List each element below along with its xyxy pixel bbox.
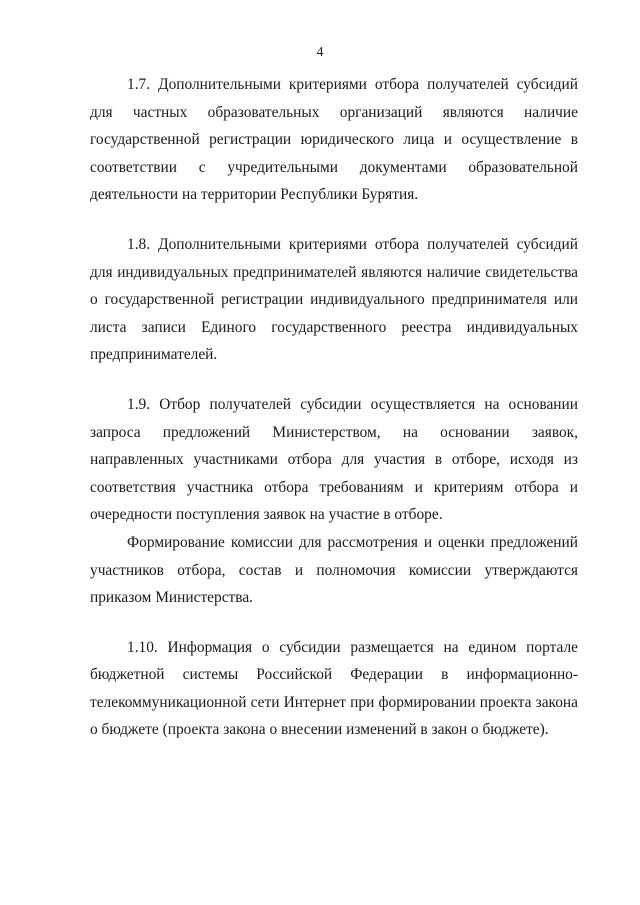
paragraph-1-9: 1.9. Отбор получателей субсидии осуществляется на основании запроса предложений Министерством, на основании заявок, направленных участниками отбора для участия в отборе, исходя из соответствия участника отбора требованиям и критериям отбора и очередности поступления заявок на участие в отборе.: [90, 395, 578, 524]
paragraph-1-10: 1.10. Информация о субсидии размещается на едином портале бюджетной системы Российской Федерации в информационно-телекоммуникационной сети Интернет при формировании проекта закона о бюджете (проекта закона о внесении изменений в закон о бюджете).: [90, 638, 578, 739]
paragraph-1-8: 1.8. Дополнительными критериями отбора получателей субсидий для индивидуальных предпринимателей являются наличие свидетельства о государственной регистрации индивидуального предпринимателя или листа записи Единого государственного реестра индивидуальных предпринимателей.: [90, 235, 578, 364]
paragraph-commission: Формирование комиссии для рассмотрения и оценки предложений участников отбора, состав и полномочия комиссии утверждаются приказом Министерства.: [90, 533, 578, 607]
page-number: 4: [316, 45, 324, 60]
document-body: [90, 71, 578, 744]
paragraph-1-7: 1.7. Дополнительными критериями отбора получателей субсидий для частных образовательных организаций являются наличие государственной регистрации юридического лица и осуществление в соответствии с учредительными документами образовательной деятельности на территории Республики Бурятия.: [90, 76, 578, 204]
